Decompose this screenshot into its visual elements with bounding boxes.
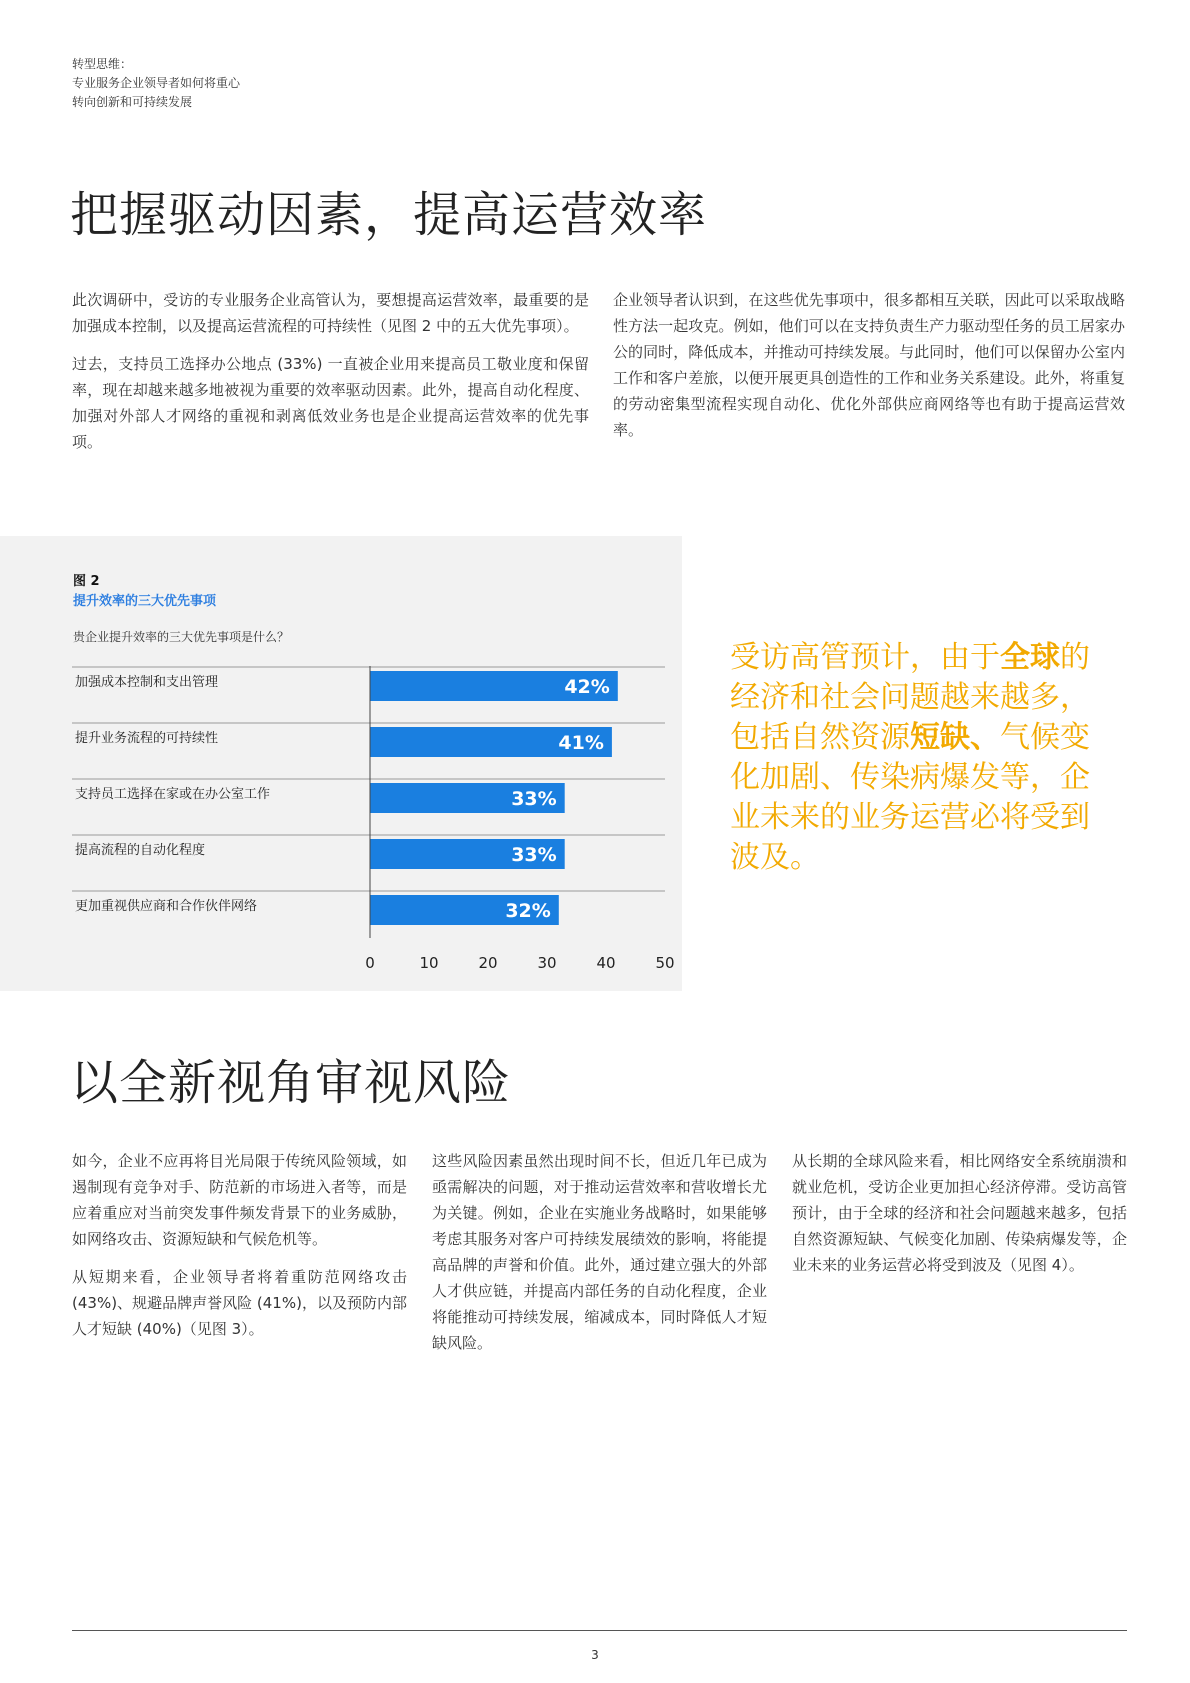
quote-text: 气候变化加剧、传染病爆发等，企业未来的业务运营必将受到波及。 — [730, 720, 1090, 875]
header-line: 转型思维： — [72, 57, 133, 71]
bar-chart — [0, 536, 682, 991]
data-label: 42% — [564, 676, 610, 698]
x-tick-label: 0 — [365, 954, 375, 972]
x-tick-label: 20 — [478, 954, 498, 972]
quote-text: 受访高管预计，由于 — [730, 640, 1000, 675]
section-title-efficiency: 把握驱动因素，提高运营效率 — [70, 187, 708, 243]
data-label: 41% — [558, 732, 604, 754]
category-label: 提高流程的自动化程度 — [75, 843, 206, 858]
section1-column-2 — [613, 287, 1125, 455]
section2-column-2 — [432, 1148, 767, 1368]
data-label: 32% — [505, 900, 551, 922]
pull-quote — [730, 638, 1100, 878]
section2-column-3 — [792, 1148, 1127, 1290]
page-number: 3 — [591, 1648, 599, 1662]
section-title-risk: 以全新视角审视风险 — [70, 1055, 512, 1111]
data-label: 33% — [511, 788, 557, 810]
figure-title: 提升效率的三大优先事项 — [73, 594, 217, 609]
header-line: 专业服务企业领导者如何将重心 — [72, 76, 241, 90]
figure-question: 贵企业提升效率的三大优先事项是什么？ — [73, 630, 290, 644]
x-tick-label: 40 — [596, 954, 616, 972]
paragraph: 从短期来看，企业领导者将着重防范网络攻击 (43%)、规避品牌声誉风险 (41%)，以及预防内部人才短缺 (40%)（见图 3）。 — [72, 1268, 407, 1338]
paragraph: 从长期的全球风险来看，相比网络安全系统崩溃和就业危机，受访企业更加担心经济停滞。受访高管预计，由于全球的经济和社会问题越来越多，包括自然资源短缺、气候变化加剧、传染病爆发等，企业未来的业务运营必将受到波及（见图 4）。 — [792, 1152, 1127, 1274]
header-line: 转向创新和可持续发展 — [72, 95, 193, 109]
category-label: 提升业务流程的可持续性 — [75, 731, 219, 746]
paragraph: 企业领导者认识到，在这些优先事项中，很多都相互关联，因此可以采取战略性方法一起攻克。例如，他们可以在支持负责生产力驱动型任务的员工居家办公的同时，降低成本，并推动可持续发展。与此同时，他们可以保留办公室内工作和客户差旅，以便开展更具创造性的工作和业务关系建设。此外，将重复的劳动密集型流程实现自动化、优化外部供应商网络等也有助于提高运营效率。 — [613, 291, 1125, 439]
document-header — [72, 55, 240, 112]
quote-emphasis: 短缺、 — [910, 720, 1000, 755]
section1-column-1 — [72, 287, 589, 467]
category-label: 加强成本控制和支出管理 — [75, 675, 219, 690]
x-tick-label: 10 — [419, 954, 439, 972]
data-label: 33% — [511, 844, 557, 866]
x-tick-label: 50 — [655, 954, 675, 972]
quote-emphasis: 全球 — [1000, 640, 1060, 675]
section2-column-1 — [72, 1148, 407, 1354]
footer-divider — [72, 1630, 1127, 1631]
paragraph: 如今，企业不应再将目光局限于传统风险领域，如遏制现有竞争对手、防范新的市场进入者等，而是应着重应对当前突发事件频发背景下的业务威胁，如网络攻击、资源短缺和气候危机等。 — [72, 1152, 407, 1248]
paragraph: 此次调研中，受访的专业服务企业高管认为，要想提高运营效率，最重要的是加强成本控制，以及提高运营流程的可持续性（见图 2 中的五大优先事项）。 — [72, 291, 589, 335]
paragraph: 过去，支持员工选择办公地点 (33%) 一直被企业用来提高员工敬业度和保留率，现在却越来越多地被视为重要的效率驱动因素。此外，提高自动化程度、加强对外部人才网络的重视和剥离低效业务也是企业提高运营效率的优先事项。 — [72, 355, 589, 451]
figure-label: 图 2 — [73, 574, 100, 589]
category-label: 支持员工选择在家或在办公室工作 — [75, 787, 271, 802]
paragraph: 这些风险因素虽然出现时间不长，但近几年已成为亟需解决的问题，对于推动运营效率和营收增长尤为关键。例如，企业在实施业务战略时，如果能够考虑其服务对客户可持续发展绩效的影响，将能提高品牌的声誉和价值。此外，通过建立强大的外部人才供应链，并提高内部任务的自动化程度，企业将能推动可持续发展，缩减成本，同时降低人才短缺风险。 — [432, 1152, 767, 1352]
category-label: 更加重视供应商和合作伙伴网络 — [75, 899, 258, 914]
x-tick-label: 30 — [537, 954, 557, 972]
quote-text: 的经济和社会问题越来越多，包括自然资源 — [730, 640, 1090, 755]
